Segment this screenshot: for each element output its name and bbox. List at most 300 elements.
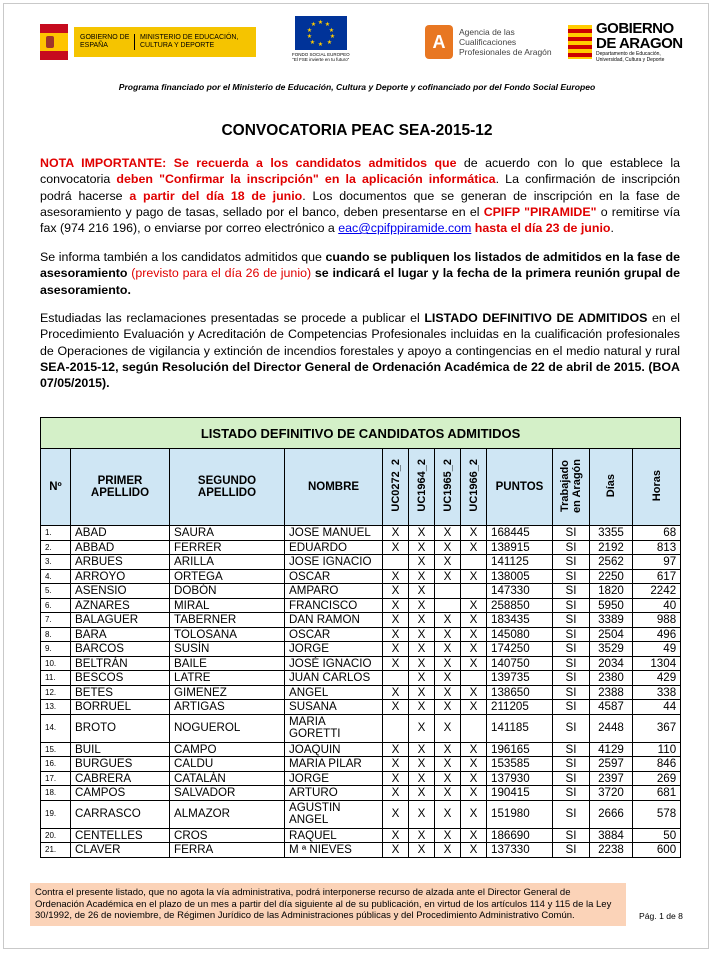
cell-uc1966-mark: X [461,771,487,786]
cell-segundo-apellido: FERRER [170,540,285,555]
cell-uc1965-mark [435,598,461,613]
cell-uc0272-mark: X [383,584,409,599]
cell-uc1965-mark: X [435,700,461,715]
cell-uc0272-mark: X [383,613,409,628]
cell-horas: 50 [633,828,681,843]
cell-uc0272-mark [383,671,409,686]
cell-nombre: MARIA GORETTI [285,714,383,742]
cell-uc1965-mark: X [435,843,461,858]
cell-primer-apellido: ASENSIO [71,584,170,599]
cell-uc1964-mark: X [409,656,435,671]
cell-row-number: 17. [41,771,71,786]
cell-horas: 110 [633,742,681,757]
estudiadas-resolucion: SEA-2015-12, según Resolución del Director General de Ordenación Académica de 22 de abril de 2015. (BOA 07/05/2015). [40,359,680,391]
cell-dias: 3884 [590,828,633,843]
estudiadas-listado: LISTADO DEFINITIVO DE ADMITIDOS [424,311,648,325]
gobierno-aragon-logo [568,16,686,68]
cell-nombre: MARIA PILAR [285,757,383,772]
cell-dias: 3529 [590,642,633,657]
cell-uc0272-mark: X [383,685,409,700]
cell-uc1966-mark: X [461,656,487,671]
cell-trabajado-aragon: SI [553,526,590,541]
cell-segundo-apellido: ARILLA [170,555,285,570]
cell-nombre: DAN RAMON [285,613,383,628]
cell-segundo-apellido: ALMAZOR [170,800,285,828]
cell-puntos: 137930 [487,771,553,786]
logo-bar [40,16,683,68]
cell-uc1964-mark: X [409,700,435,715]
cell-segundo-apellido: DOBÓN [170,584,285,599]
nota-text: . La confirmación de inscripción podrá hacerse [40,172,680,203]
col-uc1964 [409,449,435,526]
cell-uc1964-mark: X [409,771,435,786]
cell-primer-apellido: ABAD [71,526,170,541]
cell-uc0272-mark [383,555,409,570]
cell-horas: 367 [633,714,681,742]
cell-trabajado-aragon: SI [553,843,590,858]
cell-nombre: OSCAR [285,569,383,584]
table-row [41,555,681,570]
cell-trabajado-aragon: SI [553,700,590,715]
aragon-department-text: Departamento de Educación, Universidad, Cultura y Deporte [596,51,665,63]
cell-segundo-apellido: BAILE [170,656,285,671]
cell-segundo-apellido: CROS [170,828,285,843]
fse-caption: FONDO SOCIAL EUROPEO [292,52,350,57]
cell-nombre: SUSANA [285,700,383,715]
col-uc1966 [461,449,487,526]
cell-uc0272-mark: X [383,598,409,613]
col-dias [590,449,633,526]
info-previsto: (previsto para el día 26 de junio) [127,266,312,281]
nota-label: NOTA IMPORTANTE: Se recuerda a los candidatos admitidos que [40,156,457,170]
cell-row-number: 8. [41,627,71,642]
cell-dias: 2397 [590,771,633,786]
cell-primer-apellido: CLAVER [71,843,170,858]
cell-uc1966-mark: X [461,569,487,584]
cell-uc1966-mark: X [461,800,487,828]
cell-primer-apellido: BORRUEL [71,700,170,715]
cell-nombre: JORGE [285,771,383,786]
gobierno-aragon-text: GOBIERNO DE ARAGON [596,20,683,52]
cell-nombre: JORGE [285,642,383,657]
cell-puntos: 141185 [487,714,553,742]
table-row [41,642,681,657]
cell-uc1965-mark: X [435,828,461,843]
cell-segundo-apellido: TABERNER [170,613,285,628]
page-title: CONVOCATORIA PEAC SEA-2015-12 [221,122,493,139]
cell-row-number: 13. [41,700,71,715]
nota-centro: CPIFP "PIRAMIDE" [483,204,597,219]
cell-row-number: 2. [41,540,71,555]
cell-uc1965-mark [435,584,461,599]
cell-dias: 2666 [590,800,633,828]
table-row [41,540,681,555]
cell-uc1966-mark: X [461,742,487,757]
cell-primer-apellido: BESCOS [71,671,170,686]
cell-uc1966-mark [461,584,487,599]
cell-uc1965-mark: X [435,757,461,772]
cell-row-number: 20. [41,828,71,843]
info-text: Se informa también a los candidatos admitidos que [40,250,326,264]
table-row [41,700,681,715]
cell-puntos: 186690 [487,828,553,843]
cell-horas: 338 [633,685,681,700]
cell-nombre: ANGEL [285,685,383,700]
cell-trabajado-aragon: SI [553,757,590,772]
cell-uc1966-mark [461,671,487,686]
cell-segundo-apellido: MIRAL [170,598,285,613]
cell-uc1965-mark: X [435,656,461,671]
cell-uc1966-mark: X [461,613,487,628]
cell-puntos: 138650 [487,685,553,700]
cell-horas: 97 [633,555,681,570]
cell-uc1964-mark: X [409,757,435,772]
cell-segundo-apellido: CATALÁN [170,771,285,786]
cell-puntos: 190415 [487,786,553,801]
cell-uc0272-mark: X [383,569,409,584]
info-bold-end: se indicará el lugar y la fecha de la primera reunión grupal de asesoramiento. [40,266,680,297]
cell-nombre: RAQUEL [285,828,383,843]
cell-dias: 2504 [590,627,633,642]
cell-primer-apellido: CARRASCO [71,800,170,828]
cell-row-number: 15. [41,742,71,757]
cell-segundo-apellido: SUSÍN [170,642,285,657]
cell-horas: 846 [633,757,681,772]
cell-horas: 2242 [633,584,681,599]
nota-text: . Los documentos que se generan de inscripción en la fase de asesoramiento y pago de tasas, sellado por el banco, deben presentarse en el [40,188,680,219]
cell-primer-apellido: ARBUES [71,555,170,570]
spain-flag-icon [40,24,68,60]
cell-segundo-apellido: SALVADOR [170,786,285,801]
cell-uc0272-mark: X [383,656,409,671]
cell-trabajado-aragon: SI [553,613,590,628]
cell-segundo-apellido: ORTEGA [170,569,285,584]
table-row [41,828,681,843]
cell-row-number: 1. [41,526,71,541]
table-row [41,627,681,642]
cell-puntos: 168445 [487,526,553,541]
cell-puntos: 183435 [487,613,553,628]
cell-row-number: 19. [41,800,71,828]
cell-row-number: 18. [41,786,71,801]
fse-logo [292,16,350,68]
dias-label: Días [605,473,617,498]
cell-dias: 4129 [590,742,633,757]
cell-puntos: 196165 [487,742,553,757]
estudiadas-text: en el Procedimiento Evaluación y Acreditación de Competencias Profesionales incluidas en la cualificación profesionales de Operaciones de vigilancia y extinción de incendios forestales y apoyo a contingencias en el medio natural y rural [40,311,681,358]
cell-puntos: 145080 [487,627,553,642]
cell-uc1965-mark: X [435,540,461,555]
table-row [41,742,681,757]
aragon-shield-icon [568,25,592,59]
cell-uc0272-mark: X [383,540,409,555]
table-row [41,613,681,628]
cell-row-number: 7. [41,613,71,628]
cell-horas: 269 [633,771,681,786]
cell-segundo-apellido: LATRE [170,671,285,686]
cell-dias: 2562 [590,555,633,570]
cell-primer-apellido: ABBAD [71,540,170,555]
cell-puntos: 153585 [487,757,553,772]
cell-trabajado-aragon: SI [553,656,590,671]
candidates-table [40,417,681,858]
cell-row-number: 11. [41,671,71,686]
col-uc0272 [383,449,409,526]
uc1964-label: UC1964_2 [415,459,428,512]
cell-primer-apellido: AZNARES [71,598,170,613]
cell-row-number: 16. [41,757,71,772]
cell-uc1965-mark: X [435,714,461,742]
cell-row-number: 10. [41,656,71,671]
cell-uc1965-mark: X [435,613,461,628]
cell-uc1964-mark: X [409,526,435,541]
cell-uc0272-mark: X [383,757,409,772]
cell-uc1964-mark: X [409,613,435,628]
cell-uc1964-mark: X [409,569,435,584]
cell-trabajado-aragon: SI [553,627,590,642]
cell-puntos: 174250 [487,642,553,657]
cell-uc1965-mark: X [435,786,461,801]
cell-trabajado-aragon: SI [553,555,590,570]
cell-uc1964-mark: X [409,540,435,555]
cell-uc1965-mark: X [435,642,461,657]
cell-uc1964-mark: X [409,627,435,642]
cell-primer-apellido: CABRERA [71,771,170,786]
cell-dias: 2388 [590,685,633,700]
gobierno-espana-text: GOBIERNO DE ESPAÑA [80,34,135,50]
cell-dias: 2250 [590,569,633,584]
eu-flag-icon: ★ ★ ★ ★ ★ ★ ★ ★ ★ ★ [295,16,347,50]
cell-uc1965-mark: X [435,555,461,570]
cell-nombre: JOSE MANUEL [285,526,383,541]
col-segundo-apellido: SEGUNDO APELLIDO [170,449,285,526]
cell-nombre: M ª NIEVES [285,843,383,858]
cell-trabajado-aragon: SI [553,642,590,657]
cell-trabajado-aragon: SI [553,569,590,584]
cell-trabajado-aragon: SI [553,685,590,700]
cell-uc1965-mark: X [435,685,461,700]
cell-dias: 3389 [590,613,633,628]
cell-dias: 4587 [590,700,633,715]
cell-primer-apellido: BETES [71,685,170,700]
cell-uc1966-mark: X [461,526,487,541]
cell-puntos: 140750 [487,656,553,671]
cell-primer-apellido: ARROYO [71,569,170,584]
cell-row-number: 4. [41,569,71,584]
cell-primer-apellido: BUIL [71,742,170,757]
cell-uc0272-mark: X [383,700,409,715]
cell-segundo-apellido: ARTIGAS [170,700,285,715]
cell-uc0272-mark: X [383,786,409,801]
table-row [41,656,681,671]
cell-dias: 2380 [590,671,633,686]
cell-uc0272-mark: X [383,642,409,657]
email-link[interactable]: eac@cpifppiramide.com [338,221,472,236]
cell-horas: 49 [633,642,681,657]
cell-uc1966-mark: X [461,700,487,715]
cell-uc1965-mark: X [435,800,461,828]
cell-dias: 1820 [590,584,633,599]
cell-uc1965-mark: X [435,771,461,786]
cell-uc1964-mark: X [409,742,435,757]
cell-uc1966-mark: X [461,828,487,843]
cell-uc0272-mark: X [383,843,409,858]
cell-uc1964-mark: X [409,555,435,570]
col-horas [633,449,681,526]
cell-uc1964-mark: X [409,843,435,858]
cell-row-number: 12. [41,685,71,700]
cell-uc1964-mark: X [409,786,435,801]
cell-puntos: 138005 [487,569,553,584]
uc1966-label: UC1966_2 [467,459,480,512]
cell-puntos: 151980 [487,800,553,828]
cell-uc1964-mark: X [409,584,435,599]
cell-row-number: 6. [41,598,71,613]
cell-dias: 2192 [590,540,633,555]
cell-horas: 40 [633,598,681,613]
cell-uc1964-mark: X [409,671,435,686]
cell-nombre: ARTURO [285,786,383,801]
cell-horas: 1304 [633,656,681,671]
cell-dias: 5950 [590,598,633,613]
cell-puntos: 138915 [487,540,553,555]
cell-nombre: JOSÉ IGNACIO [285,656,383,671]
cell-trabajado-aragon: SI [553,714,590,742]
cell-horas: 681 [633,786,681,801]
cell-trabajado-aragon: SI [553,540,590,555]
acpa-logo [425,16,559,68]
acpa-icon: A [425,25,453,59]
nota-text: o remitirse vía fax (974 216 196), o enviarse por correo electrónico a [40,204,680,236]
cell-segundo-apellido: FERRA [170,843,285,858]
cell-horas: 68 [633,526,681,541]
cell-primer-apellido: BARA [71,627,170,642]
trabajado-label: Trabajado en Aragón [559,458,583,513]
cell-puntos: 258850 [487,598,553,613]
cell-uc1965-mark: X [435,569,461,584]
table-row [41,526,681,541]
cell-nombre: AGUSTIN ANGEL [285,800,383,828]
cell-uc0272-mark: X [383,526,409,541]
table-caption: LISTADO DEFINITIVO DE CANDIDATOS ADMITIDOS [41,418,681,449]
cell-dias: 2597 [590,757,633,772]
cell-dias: 3355 [590,526,633,541]
cell-uc1966-mark [461,555,487,570]
cell-primer-apellido: CENTELLES [71,828,170,843]
cell-trabajado-aragon: SI [553,771,590,786]
ministerio-text: MINISTERIO DE EDUCACIÓN, CULTURA Y DEPORTE [140,34,239,49]
nota-text: . [610,221,614,236]
cell-primer-apellido: BURGUES [71,757,170,772]
cell-row-number: 14. [41,714,71,742]
table-row [41,584,681,599]
cell-trabajado-aragon: SI [553,742,590,757]
cell-trabajado-aragon: SI [553,800,590,828]
table-row [41,757,681,772]
acpa-text: Agencia de las Cualificaciones Profesionales de Aragón [459,27,552,57]
cell-segundo-apellido: NOGUEROL [170,714,285,742]
cell-segundo-apellido: CALDU [170,757,285,772]
cell-uc1966-mark [461,714,487,742]
cell-dias: 2034 [590,656,633,671]
cell-trabajado-aragon: SI [553,584,590,599]
cell-segundo-apellido: GIMENEZ [170,685,285,700]
cell-uc1965-mark: X [435,742,461,757]
cell-uc1966-mark: X [461,540,487,555]
cell-dias: 3720 [590,786,633,801]
cell-puntos: 137330 [487,843,553,858]
estudiadas-paragraph [40,310,680,391]
cell-uc1964-mark: X [409,598,435,613]
cell-nombre: EDUARDO [285,540,383,555]
table-row [41,714,681,742]
cell-primer-apellido: BELTRÁN [71,656,170,671]
cell-uc1966-mark: X [461,627,487,642]
cell-uc1965-mark: X [435,526,461,541]
cell-primer-apellido: BROTO [71,714,170,742]
cell-uc1964-mark: X [409,800,435,828]
uc0272-label: UC0272_2 [389,459,402,512]
uc1965-label: UC1965_2 [441,459,454,512]
cell-horas: 578 [633,800,681,828]
table-row [41,685,681,700]
cell-trabajado-aragon: SI [553,828,590,843]
cell-uc0272-mark: X [383,627,409,642]
cell-nombre: JUAN CARLOS [285,671,383,686]
cell-trabajado-aragon: SI [553,671,590,686]
col-nombre: NOMBRE [285,449,383,526]
info-bold: cuando se publiquen los listados de admitidos en la fase de asesoramiento [40,250,680,281]
cell-horas: 44 [633,700,681,715]
cell-primer-apellido: BALAGUER [71,613,170,628]
cell-puntos: 147330 [487,584,553,599]
nota-confirmar: deben "Confirmar la inscripción" en la aplicación informática [116,172,496,187]
cell-row-number: 3. [41,555,71,570]
cell-segundo-apellido: SAURA [170,526,285,541]
cell-horas: 429 [633,671,681,686]
cell-uc0272-mark [383,714,409,742]
info-asesoramiento [40,249,680,298]
cell-uc1964-mark: X [409,642,435,657]
table-row [41,771,681,786]
cell-uc0272-mark: X [383,828,409,843]
gobierno-espana-logo [40,16,256,68]
table-row [41,671,681,686]
cell-trabajado-aragon: SI [553,598,590,613]
cell-horas: 813 [633,540,681,555]
cell-uc0272-mark: X [383,800,409,828]
cell-uc1965-mark: X [435,627,461,642]
cell-uc1966-mark: X [461,786,487,801]
cell-uc1966-mark: X [461,843,487,858]
nota-text: de acuerdo con lo que establece la convocatoria [40,156,680,187]
cell-trabajado-aragon: SI [553,786,590,801]
nota-fecha: a partir del día 18 de junio [129,188,303,203]
cell-uc0272-mark: X [383,742,409,757]
table-row [41,800,681,828]
cell-nombre: OSCAR [285,627,383,642]
table-body [41,526,681,858]
col-trabajado [553,449,590,526]
horas-label: Horas [650,469,663,502]
cell-uc1966-mark: X [461,685,487,700]
nota-importante [40,155,680,236]
cell-puntos: 139735 [487,671,553,686]
financing-note: Programa financiado por el Ministerio de Educación, Cultura y Deporte y cofinanciado por del Fondo Social Europeo [118,82,596,92]
legal-footer: Contra el presente listado, que no agota la vía administrativa, podrá interponerse recurso de alzada ante el Director General de Ordenación Académica en el plazo de un mes a partir del día siguiente al de su publicación, en virtud de los artículos 114 y 115 de la Ley 30/1992, de 26 de noviembre, de Régimen Jurídico de las Administraciones públicas y del Procedimiento Administrativo Común. [30,883,626,926]
cell-puntos: 211205 [487,700,553,715]
col-primer-apellido: PRIMER APELLIDO [71,449,170,526]
